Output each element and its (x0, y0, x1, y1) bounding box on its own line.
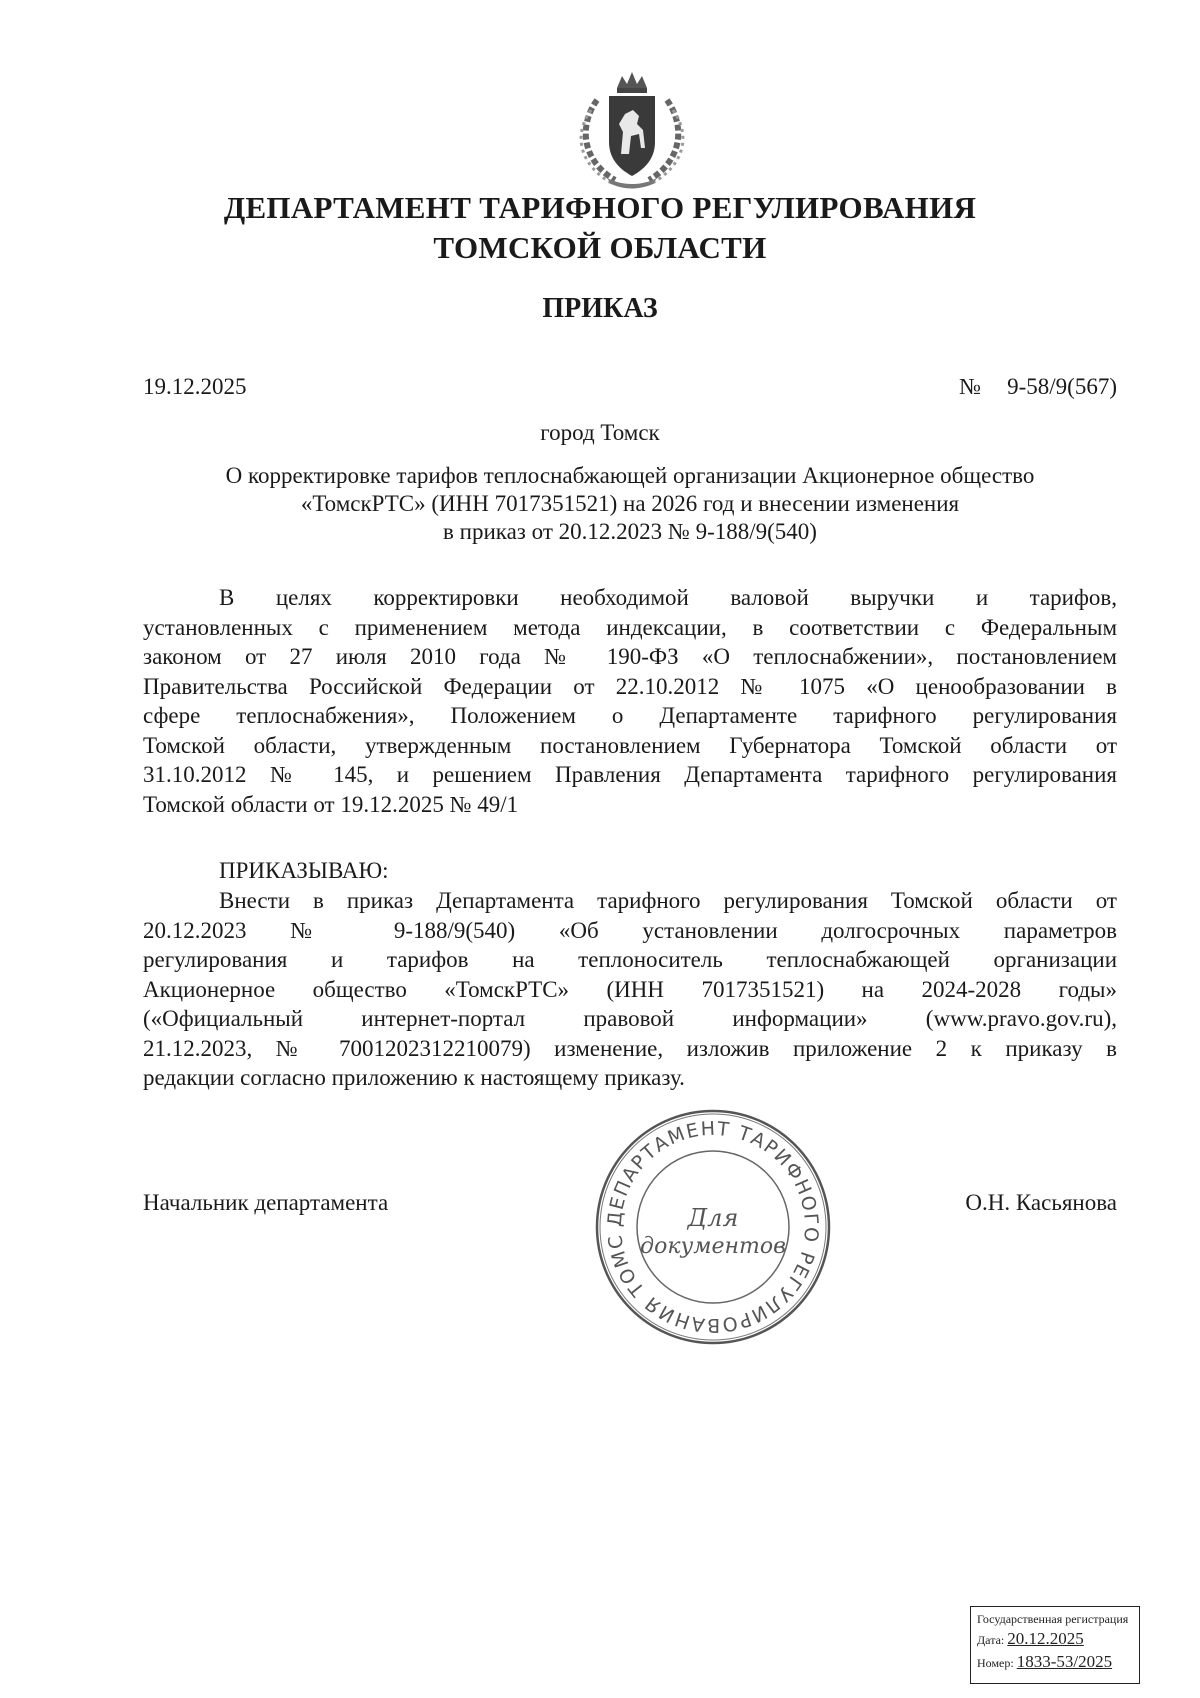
decree-line: регулирования и тарифов на теплоноситель теплоснабжающей организации (143, 947, 1117, 972)
city-line: город Томск (540, 420, 660, 445)
decree-line: Акционерное общество «ТомскРТС» (ИНН 7017351521) на 2024-2028 годы» (143, 976, 1117, 1002)
number-sign: № (959, 374, 982, 399)
signer-name: О.Н. Касьянова (965, 1190, 1117, 1215)
official-seal (594, 1108, 832, 1346)
registration-title: Государственная регистрация (977, 1612, 1129, 1626)
registration-number-value: 1833-53/2025 (1016, 1652, 1113, 1671)
registration-date-label: Дата: (977, 1633, 1005, 1647)
preamble-line: сфере теплоснабжения», Положением о Департаменте тарифного регулирования (143, 703, 1117, 728)
seal-center-line1: Для (687, 1204, 739, 1232)
decree-line: Внести в приказ Департамента тарифного регулирования Томской области от (219, 888, 1117, 913)
registration-date-value: 20.12.2025 (1007, 1629, 1084, 1648)
decree-line: 21.12.2023, № 7001202312210079) изменение, изложив приложение 2 к приказу в (143, 1035, 1117, 1061)
order-number-value: 9-58/9(567) (1007, 374, 1117, 399)
preamble-line: 31.10.2012 № 145, и решением Правления Департамента тарифного регулирования (143, 762, 1117, 787)
seal-center-line2: документов (640, 1234, 786, 1259)
subject-line: О корректировке тарифов теплоснабжающей организации Акционерное общество (225, 463, 1035, 488)
decree-line: редакции согласно приложению к настоящему приказу. (143, 1065, 685, 1090)
tomsk-region-coat-of-arms-icon (567, 70, 697, 190)
order-date: 19.12.2025 (143, 374, 247, 399)
preamble-line: Томской области, утвержденным постановлением Губернатора Томской области от (143, 732, 1117, 758)
organization-title (150, 188, 1050, 268)
order-number (959, 372, 1117, 402)
decree-word: ПРИКАЗЫВАЮ: (219, 858, 389, 883)
preamble-line: В целях корректировки необходимой валовой выручки и тарифов, (219, 585, 1117, 610)
order-subject (143, 462, 1117, 546)
decree-paragraph (143, 886, 1117, 1093)
decree-line: («Официальный интернет-портал правовой информации» (www.pravo.gov.ru), (143, 1006, 1117, 1031)
signer-position: Начальник департамента (143, 1190, 389, 1215)
state-registration-box (970, 1606, 1140, 1684)
seal-ring-text: ДЕПАРТАМЕНТ ТАРИФНОГО РЕГУЛИРОВАНИЯ ТОМС (603, 1117, 823, 1337)
registration-number-row (977, 1652, 1133, 1673)
preamble-line: установленных с применением метода индексации, в соответствии с Федеральным (143, 614, 1117, 640)
registration-number-label: Номер: (977, 1656, 1014, 1670)
subject-line: в приказ от 20.12.2023 № 9-188/9(540) (443, 519, 817, 544)
registration-date-row (977, 1627, 1133, 1652)
preamble-line: Правительства Российской Федерации от 22.10.2012 № 1075 «О ценообразовании в (143, 673, 1117, 699)
organization-title-line2: ТОМСКОЙ ОБЛАСТИ (433, 230, 767, 265)
document-type-title: ПРИКАЗ (542, 293, 658, 324)
subject-line: «ТомскРТС» (ИНН 7017351521) на 2026 год и внесении изменения (300, 491, 960, 516)
decree-line: 20.12.2023 № 9-188/9(540) «Об установлении долгосрочных параметров (143, 917, 1117, 943)
organization-title-line1: ДЕПАРТАМЕНТ ТАРИФНОГО РЕГУЛИРОВАНИЯ (223, 190, 977, 225)
preamble-paragraph (143, 583, 1117, 819)
preamble-line: законом от 27 июля 2010 года № 190-ФЗ «О теплоснабжении», постановлением (143, 644, 1117, 669)
preamble-line: Томской области от 19.12.2025 № 49/1 (143, 791, 519, 817)
